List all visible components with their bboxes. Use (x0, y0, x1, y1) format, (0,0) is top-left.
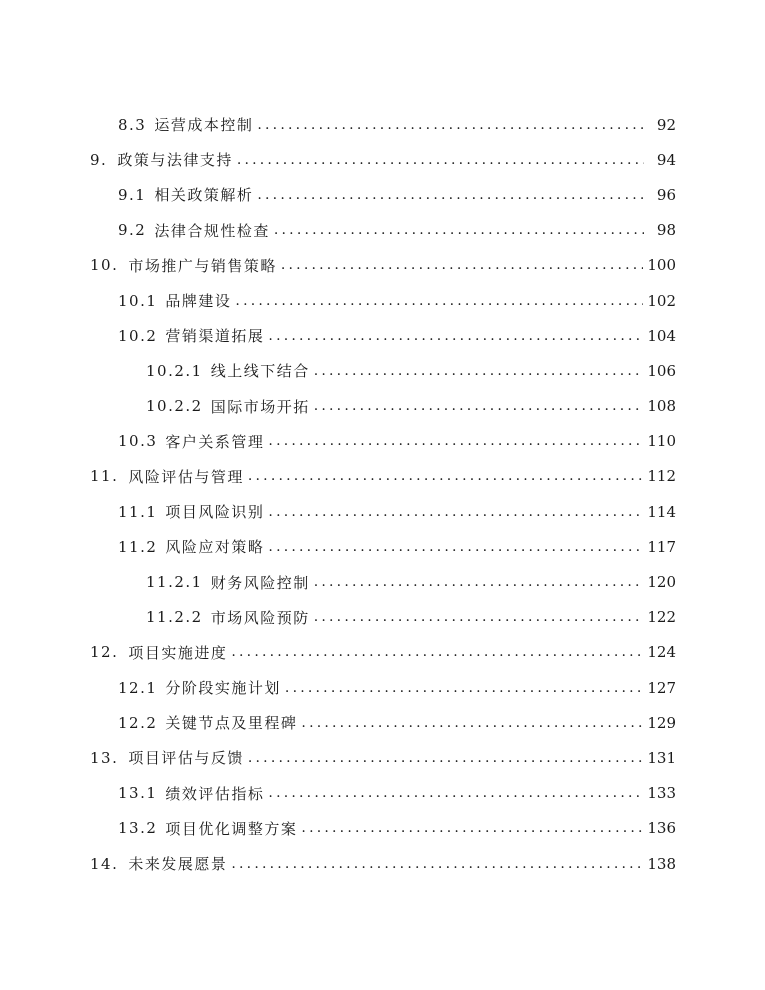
toc-dot-leader (314, 609, 644, 625)
toc-entry-title: 未来发展愿景 (128, 855, 228, 874)
toc-entry-14[interactable] (0, 846, 765, 881)
toc-entry-title: 风险应对策略 (165, 538, 265, 557)
toc-entry-line (146, 389, 676, 424)
toc-entry-number: 11.1 (118, 502, 158, 521)
toc-entry-number: 10. (90, 256, 119, 275)
toc-entry-9[interactable] (0, 142, 765, 177)
toc-entry-line (90, 459, 676, 494)
toc-entry-number: 12.1 (118, 678, 158, 697)
toc-entry-title: 政策与法律支持 (117, 151, 233, 170)
toc-entry-number: 12. (90, 643, 119, 662)
toc-entry-11-1[interactable] (0, 494, 765, 529)
toc-entry-title: 项目评估与反馈 (128, 749, 244, 768)
table-of-contents (0, 107, 765, 881)
toc-entry-title: 项目实施进度 (128, 643, 228, 662)
toc-entry-page-number: 120 (647, 573, 676, 592)
toc-entry-title: 关键节点及里程碑 (165, 714, 298, 733)
toc-entry-number: 9.2 (118, 221, 147, 240)
toc-entry-number: 11. (90, 467, 119, 486)
toc-entry-title: 相关政策解析 (154, 186, 254, 205)
toc-entry-page-number: 108 (647, 397, 676, 416)
toc-entry-13-2[interactable] (0, 811, 765, 846)
toc-entry-line (90, 846, 676, 881)
toc-dot-leader (237, 152, 644, 168)
toc-entry-line (90, 635, 676, 670)
toc-entry-line (118, 529, 676, 564)
toc-entry-page-number: 112 (647, 467, 676, 486)
toc-entry-page-number: 96 (656, 185, 676, 204)
toc-entry-10-2-1[interactable] (0, 353, 765, 388)
toc-entry-page-number: 114 (647, 502, 676, 521)
toc-entry-line (90, 248, 676, 283)
toc-dot-leader (285, 680, 643, 696)
toc-entry-9-2[interactable] (0, 213, 765, 248)
toc-dot-leader (235, 293, 643, 309)
toc-entry-number: 8.3 (118, 115, 147, 134)
toc-dot-leader (314, 574, 644, 590)
toc-entry-page-number: 133 (647, 784, 676, 803)
toc-entry-page-number: 92 (656, 115, 676, 134)
toc-entry-page-number: 102 (647, 291, 676, 310)
toc-entry-title: 营销渠道拓展 (165, 327, 265, 346)
toc-entry-title: 法律合规性检查 (154, 221, 270, 240)
toc-entry-number: 14. (90, 854, 119, 873)
toc-entry-10-3[interactable] (0, 424, 765, 459)
toc-entry-page-number: 98 (656, 221, 676, 240)
toc-entry-11-2-1[interactable] (0, 564, 765, 599)
toc-entry-13[interactable] (0, 740, 765, 775)
toc-entry-line (118, 107, 676, 142)
toc-entry-number: 10.3 (118, 432, 158, 451)
toc-entry-line (118, 670, 676, 705)
toc-entry-line (146, 353, 676, 388)
toc-entry-title: 品牌建设 (165, 292, 232, 311)
toc-entry-page-number: 131 (647, 748, 676, 767)
toc-entry-line (146, 600, 676, 635)
toc-entry-line (118, 177, 676, 212)
toc-entry-10-2[interactable] (0, 318, 765, 353)
toc-entry-page-number: 138 (647, 854, 676, 873)
toc-entry-11-2-2[interactable] (0, 600, 765, 635)
toc-entry-title: 国际市场开拓 (210, 397, 310, 416)
toc-entry-page-number: 127 (647, 678, 676, 697)
toc-entry-number: 10.1 (118, 291, 158, 310)
toc-entry-11[interactable] (0, 459, 765, 494)
toc-entry-title: 绩效评估指标 (165, 784, 265, 803)
toc-entry-number: 12.2 (118, 713, 158, 732)
toc-entry-line (118, 494, 676, 529)
toc-entry-line (118, 705, 676, 740)
toc-entry-13-1[interactable] (0, 776, 765, 811)
toc-entry-number: 10.2.2 (146, 397, 203, 416)
toc-entry-line (118, 283, 676, 318)
toc-entry-number: 11.2.1 (146, 573, 203, 592)
toc-entry-9-1[interactable] (0, 177, 765, 212)
toc-entry-12-1[interactable] (0, 670, 765, 705)
toc-dot-leader (268, 433, 643, 449)
toc-entry-number: 10.2 (118, 326, 158, 345)
toc-entry-page-number: 122 (647, 608, 676, 627)
toc-dot-leader (268, 328, 643, 344)
toc-entry-page-number: 129 (647, 713, 676, 732)
toc-entry-line (118, 213, 676, 248)
toc-dot-leader (257, 117, 644, 133)
toc-entry-page-number: 94 (656, 150, 676, 169)
toc-entry-page-number: 117 (647, 537, 676, 556)
toc-entry-title: 客户关系管理 (165, 432, 265, 451)
toc-entry-title: 项目优化调整方案 (165, 819, 298, 838)
toc-entry-line (118, 318, 676, 353)
toc-dot-leader (314, 363, 644, 379)
toc-entry-title: 项目风险识别 (165, 503, 265, 522)
toc-entry-title: 分阶段实施计划 (165, 679, 281, 698)
toc-entry-10-1[interactable] (0, 283, 765, 318)
toc-entry-number: 9. (90, 150, 108, 169)
toc-entry-title: 市场风险预防 (210, 608, 310, 627)
toc-dot-leader (231, 644, 643, 660)
toc-entry-number: 11.2.2 (146, 608, 203, 627)
toc-dot-leader (281, 257, 643, 273)
toc-entry-title: 风险评估与管理 (128, 467, 244, 486)
toc-entry-number: 13. (90, 748, 119, 767)
toc-entry-line (90, 740, 676, 775)
toc-entry-line (90, 142, 676, 177)
toc-entry-line (118, 424, 676, 459)
toc-entry-page-number: 106 (647, 361, 676, 380)
toc-entry-line (118, 811, 676, 846)
toc-entry-number: 10.2.1 (146, 361, 203, 380)
toc-entry-title: 运营成本控制 (154, 116, 254, 135)
toc-dot-leader (257, 187, 644, 203)
toc-entry-title: 市场推广与销售策略 (128, 256, 277, 275)
toc-dot-leader (268, 504, 643, 520)
toc-entry-10[interactable] (0, 248, 765, 283)
toc-entry-page-number: 136 (647, 819, 676, 838)
toc-entry-title: 财务风险控制 (210, 573, 310, 592)
toc-entry-page-number: 100 (647, 256, 676, 275)
toc-dot-leader (301, 715, 643, 731)
toc-entry-page-number: 110 (647, 432, 676, 451)
toc-dot-leader (314, 398, 644, 414)
toc-entry-page-number: 104 (647, 326, 676, 345)
toc-entry-11-2[interactable] (0, 529, 765, 564)
toc-entry-number: 13.1 (118, 784, 158, 803)
toc-dot-leader (268, 539, 643, 555)
toc-entry-number: 9.1 (118, 185, 147, 204)
toc-dot-leader (274, 222, 644, 238)
toc-entry-8-3[interactable] (0, 107, 765, 142)
toc-dot-leader (248, 750, 643, 766)
toc-entry-number: 13.2 (118, 819, 158, 838)
toc-entry-12-2[interactable] (0, 705, 765, 740)
toc-entry-10-2-2[interactable] (0, 389, 765, 424)
toc-entry-line (118, 776, 676, 811)
toc-dot-leader (268, 785, 643, 801)
toc-entry-page-number: 124 (647, 643, 676, 662)
toc-entry-line (146, 564, 676, 599)
toc-dot-leader (301, 820, 643, 836)
toc-dot-leader (231, 856, 643, 872)
toc-dot-leader (248, 468, 643, 484)
toc-entry-12[interactable] (0, 635, 765, 670)
toc-entry-title: 线上线下结合 (210, 362, 310, 381)
toc-entry-number: 11.2 (118, 537, 158, 556)
